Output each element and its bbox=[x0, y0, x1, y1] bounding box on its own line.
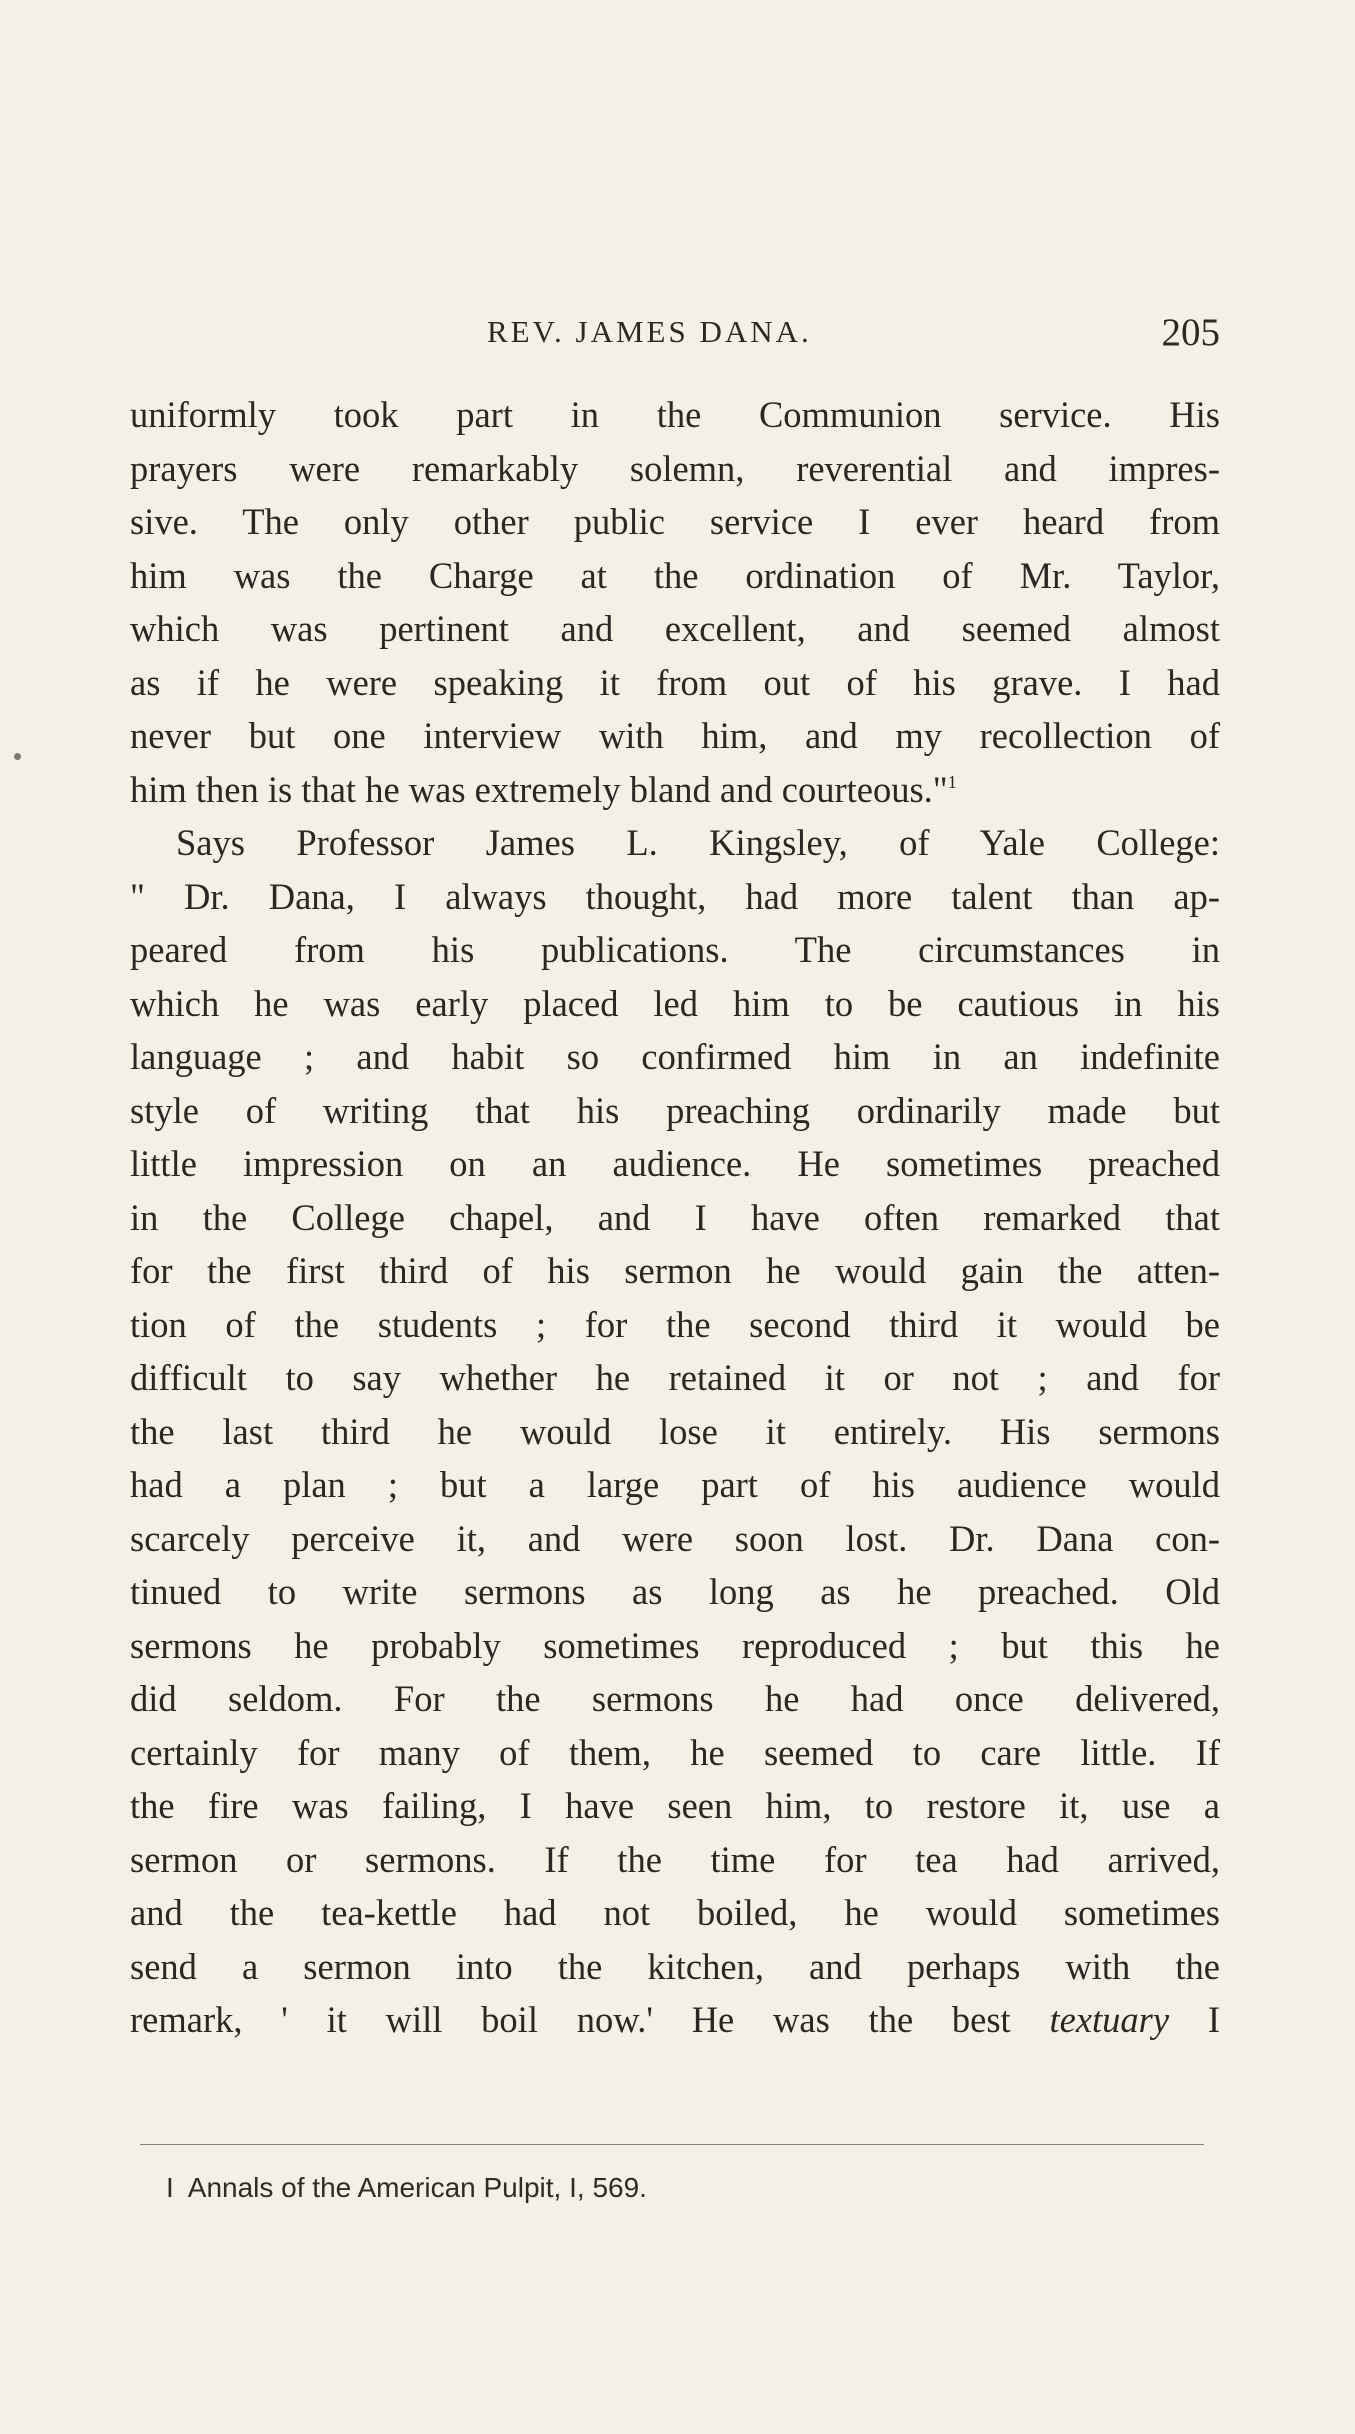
text-line: send a sermon into the kitchen, and perhaps with the bbox=[130, 1945, 1220, 1987]
text-line: remark, ' it will boil now.' He was the best bbox=[130, 1999, 1011, 2040]
text-line-with-footnote bbox=[130, 763, 1220, 817]
body-text bbox=[130, 388, 1220, 2047]
text-line: which was pertinent and excellent, and seemed almost bbox=[130, 608, 1220, 649]
text-line-tail: I bbox=[1169, 1999, 1220, 2040]
text-line: " Dr. Dana, I always thought, had more talent than ap- bbox=[130, 875, 1220, 917]
footnote-number: I bbox=[166, 2172, 174, 2203]
text-line: in the College chapel, and I have often remarked that bbox=[130, 1196, 1220, 1238]
text-line: had a plan ; but a large part of his audience would bbox=[130, 1464, 1220, 1505]
text-line: for the first third of his sermon he would gain the atten- bbox=[130, 1250, 1220, 1291]
text-line: the fire was failing, I have seen him, to restore it, use a bbox=[130, 1785, 1220, 1826]
text-line: him then is that he was extremely bland and courteous." bbox=[130, 768, 948, 810]
footnote-text: Annals of the American Pulpit, I, 569. bbox=[187, 2172, 647, 2203]
text-line: difficult to say whether he retained it or not ; and for bbox=[130, 1357, 1220, 1398]
text-line: tion of the students ; for the second third it would be bbox=[130, 1303, 1220, 1345]
text-line: Says Professor James L. Kingsley, of Yale College: bbox=[176, 822, 1220, 863]
text-line: style of writing that his preaching ordinarily made but bbox=[130, 1089, 1220, 1131]
text-line: tinued to write sermons as long as he preached. Old bbox=[130, 1571, 1220, 1612]
footnote-divider bbox=[140, 2144, 1204, 2145]
running-head: REV. JAMES DANA. bbox=[487, 314, 812, 349]
text-line: prayers were remarkably solemn, reverential and impres- bbox=[130, 447, 1220, 489]
text-line: as if he were speaking it from out of his grave. I had bbox=[130, 661, 1220, 703]
text-line: uniformly took part in the Communion service. His bbox=[130, 394, 1220, 435]
text-line: language ; and habit so confirmed him in an indefinite bbox=[130, 1036, 1220, 1077]
page-number: 205 bbox=[1161, 311, 1220, 354]
text-line: little impression on an audience. He sometimes preached bbox=[130, 1143, 1220, 1184]
text-line: sermons he probably sometimes reproduced ; but this he bbox=[130, 1624, 1220, 1666]
text-line: peared from his publications. The circumstances in bbox=[130, 929, 1220, 970]
text-line: never but one interview with him, and my recollection of bbox=[130, 715, 1220, 756]
text-line: sive. The only other public service I ever heard from bbox=[130, 501, 1220, 542]
text-line: the last third he would lose it entirely. His sermons bbox=[130, 1410, 1220, 1452]
text-line: did seldom. For the sermons he had once delivered, bbox=[130, 1678, 1220, 1719]
margin-mark bbox=[14, 753, 21, 760]
text-line: which he was early placed led him to be cautious in his bbox=[130, 982, 1220, 1024]
text-line: scarcely perceive it, and were soon lost. Dr. Dana con- bbox=[130, 1517, 1220, 1559]
footnote-reference: 1 bbox=[947, 771, 957, 792]
italic-word: textuary bbox=[1049, 1999, 1170, 2040]
text-line: sermon or sermons. If the time for tea had arrived, bbox=[130, 1838, 1220, 1880]
text-line: and the tea-kettle had not boiled, he would sometimes bbox=[130, 1892, 1220, 1933]
page-header bbox=[130, 311, 1220, 364]
text-line-final bbox=[130, 1993, 1220, 2047]
text-line: him was the Charge at the ordination of Mr. Taylor, bbox=[130, 554, 1220, 596]
text-line: certainly for many of them, he seemed to care little. If bbox=[130, 1731, 1220, 1773]
footnote bbox=[166, 2172, 647, 2204]
